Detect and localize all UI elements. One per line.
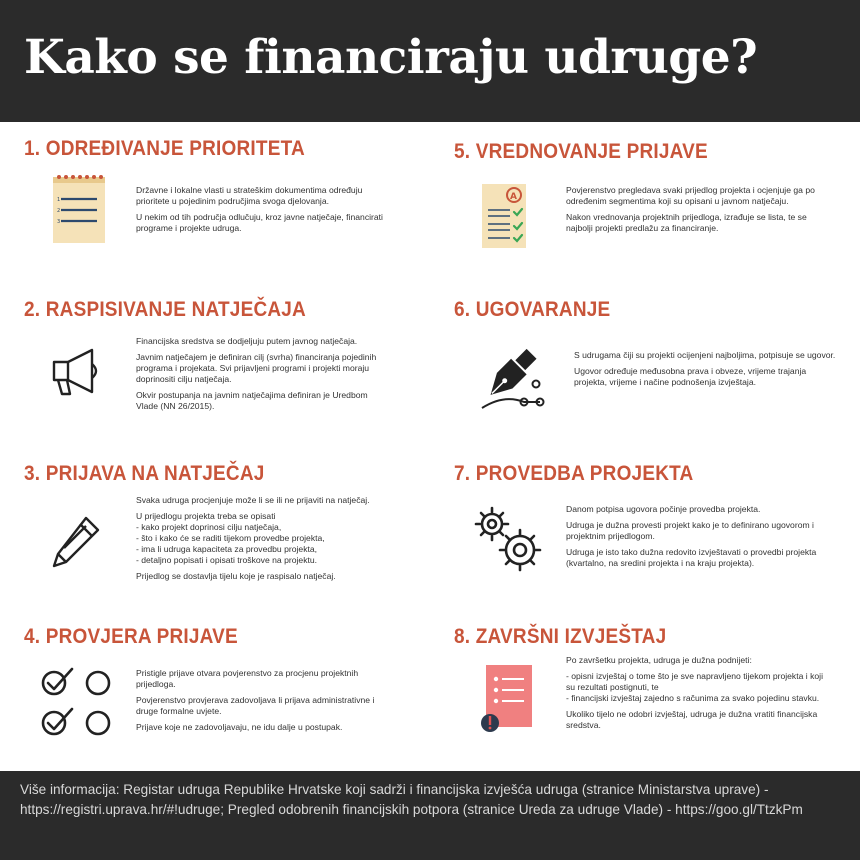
- section-1-paragraph: U nekim od tih područja odlučuju, kroz javne natječaje, financirati programe i projekte udruga.: [136, 212, 383, 233]
- header-banner: [0, 0, 860, 122]
- section-5-title: 5. VREDNOVANJE PRIJAVE: [454, 140, 708, 164]
- section-3-paragraph: Svaka udruga procjenjuje može li se ili ne prijaviti na natječaj.: [136, 495, 370, 505]
- section-8-title: 8. ZAVRŠNI IZVJEŠTAJ: [454, 625, 667, 649]
- page-title: Kako se financiraju udruge?: [24, 30, 758, 85]
- section-2-title: 2. RASPISIVANJE NATJEČAJA: [24, 298, 306, 322]
- section-4-paragraph: Povjerenstvo provjerava zadovoljava li prijava administrativne i druge formalne uvjete.: [136, 695, 375, 716]
- section-8-paragraph: Ukoliko tijelo ne odobri izvještaj, udruga je dužna vratiti financijska sredstva.: [566, 709, 818, 730]
- section-5: [454, 140, 854, 280]
- section-5-body: [566, 185, 830, 239]
- section-1-title: 1. ODREĐIVANJE PRIORITETA: [24, 137, 305, 161]
- section-8-paragraph: - opisni izvještaj o tome što je sve napravljeno tijekom projekta i koji su rezultati postignuti, te - financijski izvještaj zajedno s računima za svako pojedinu stavku.: [566, 671, 823, 703]
- section-8: [454, 625, 854, 765]
- section-1-paragraph: Državne i lokalne vlasti u strateškim dokumentima određuju prioritete u pojedinim područjima svoga djelovanja.: [136, 185, 363, 206]
- section-3-paragraph: U prijedlogu projekta treba se opisati - kako projekt doprinosi cilju natječaja, - što i kako će se raditi tijekom provedbe projekta, - ima li udruga kapaciteta za provedbu projekta, - detaljno popisati i opisati troškove na projektu.: [136, 511, 325, 565]
- section-7-title: 7. PROVEDBA PROJEKTA: [454, 462, 694, 486]
- section-6-paragraph: Ugovor određuje međusobna prava i obveze, vrijeme trajanja projekta, vrijeme i načine podnošenja izvještaja.: [574, 366, 807, 387]
- fountain-pen-icon: [474, 344, 548, 423]
- gears-icon: [470, 504, 546, 581]
- section-4-paragraph: Pristigle prijave otvara povjerenstvo za procjenu projektnih prijedloga.: [136, 668, 359, 689]
- svg-text:2: 2: [57, 208, 61, 214]
- section-7-paragraph: Udruga je dužna provesti projekt kako je to definirano ugovorom i projektnim prijedlogom.: [566, 520, 814, 541]
- section-1: [24, 137, 424, 277]
- section-6: [454, 298, 854, 438]
- report-alert-icon: [480, 663, 536, 740]
- checkbox-icon: [40, 665, 114, 746]
- section-3-body: [136, 495, 386, 587]
- section-3-title: 3. PRIJAVA NA NATJEČAJ: [24, 462, 265, 486]
- megaphone-icon: [50, 346, 106, 403]
- footer-text: Više informacija: Registar udruga Republike Hrvatske koji sadrži i financijska izvješća udruga (stranice Ministarstva uprave) - https://registri.uprava.hr/#!udruge; Pregled odobrenih financijskih potpora (stranice Ureda za udruge Vlade) - https://goo.gl/TtzkPm: [20, 782, 803, 817]
- pencil-icon: [50, 514, 102, 575]
- section-6-body: [574, 350, 836, 393]
- section-4-body: [136, 668, 386, 738]
- section-2-body: [136, 336, 386, 417]
- svg-text:A: A: [510, 192, 517, 202]
- graded-document-icon: [480, 182, 528, 255]
- section-4: [24, 625, 424, 755]
- list-paper-icon: [51, 173, 107, 250]
- section-4-title: 4. PROVJERA PRIJAVE: [24, 625, 238, 649]
- section-7: [454, 462, 854, 602]
- svg-text:3: 3: [57, 219, 61, 225]
- section-7-paragraph: Danom potpisa ugovora počinje provedba projekta.: [566, 504, 761, 514]
- footer: [0, 771, 860, 860]
- section-8-body: [566, 655, 828, 736]
- section-7-paragraph: Udruga je isto tako dužna redovito izvještavati o provedbi projekta (kvartalno, na sredini projekta i na kraju projekta).: [566, 547, 817, 568]
- section-5-paragraph: Povjerenstvo pregledava svaki prijedlog projekta i ocjenjuje ga po određenim segmentima koji su opisani u javnom natječaju.: [566, 185, 815, 206]
- section-8-paragraph: Po završetku projekta, udruga je dužna podnijeti:: [566, 655, 752, 665]
- section-3-paragraph: Prijedlog se dostavlja tijelu koje je raspisalo natječaj.: [136, 571, 336, 581]
- section-2-paragraph: Okvir postupanja na javnim natječajima definiran je Uredbom Vlade (NN 26/2015).: [136, 390, 368, 411]
- section-2-paragraph: Financijska sredstva se dodjeljuju putem javnog natječaja.: [136, 336, 358, 346]
- section-6-title: 6. UGOVARANJE: [454, 298, 611, 322]
- section-1-body: [136, 185, 396, 239]
- section-2: [24, 298, 424, 438]
- svg-text:1: 1: [57, 197, 61, 203]
- section-7-body: [566, 504, 834, 574]
- section-6-paragraph: S udrugama čiji su projekti ocijenjeni najboljima, potpisuje se ugovor.: [574, 350, 836, 360]
- section-3: [24, 462, 424, 602]
- section-2-paragraph: Javnim natječajem je definiran cilj (svrha) financiranja pojedinih programa i projekata. Svi prijavljeni programi i projekti moraju doprinositi cilju natječaja.: [136, 352, 377, 384]
- section-5-paragraph: Nakon vrednovanja projektnih prijedloga, izrađuje se lista, te se najbolji projekti predlažu za financiranje.: [566, 212, 807, 233]
- section-4-paragraph: Prijave koje ne zadovoljavaju, ne idu dalje u postupak.: [136, 722, 343, 732]
